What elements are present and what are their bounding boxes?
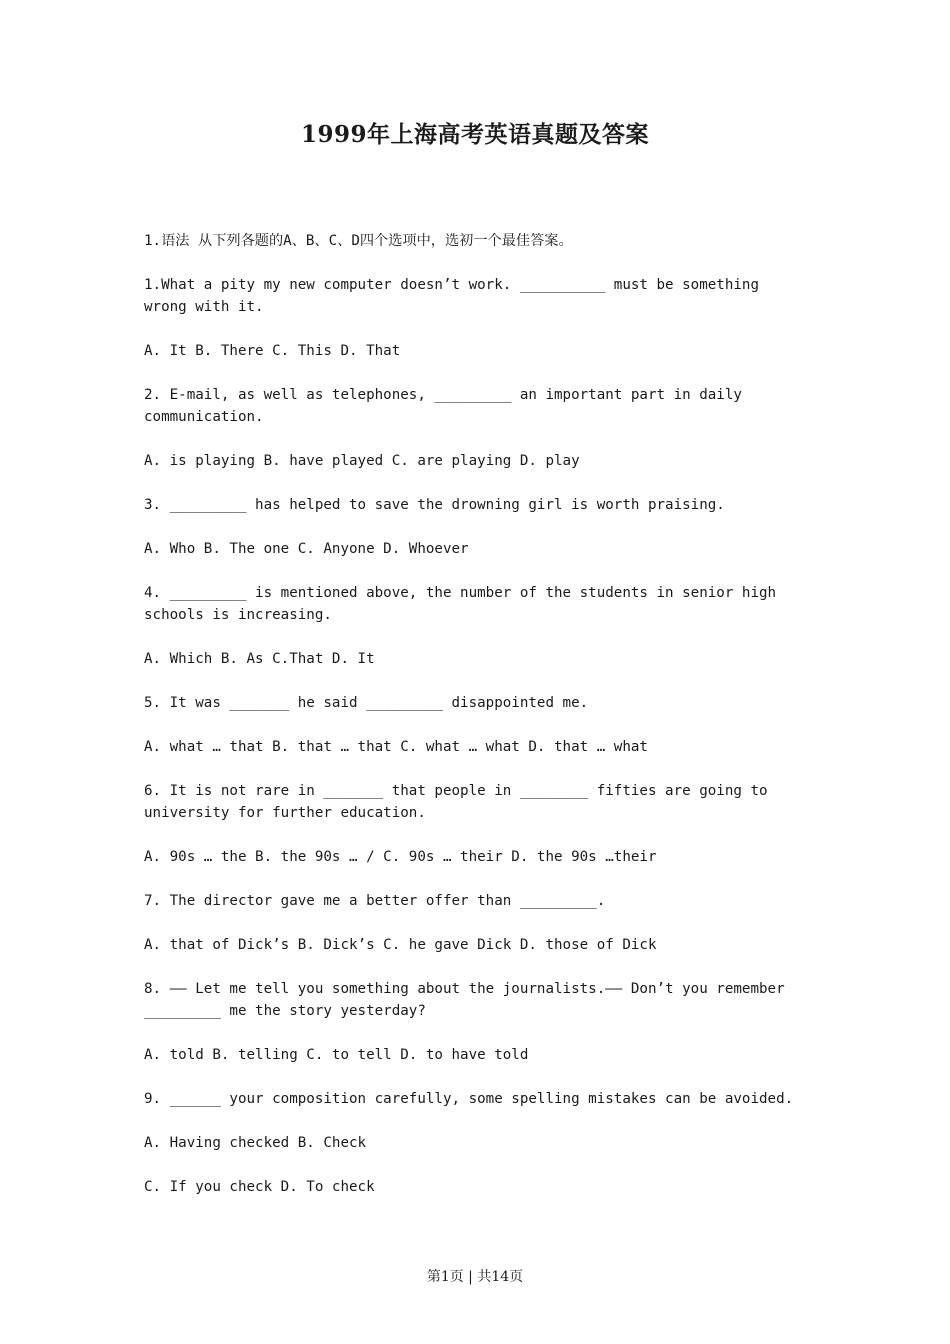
document-body [144,230,810,1220]
page-footer: 第1页 | 共14页 [426,1269,524,1285]
question-9-options-cd: C. If you check D. To check [144,1179,375,1195]
page-title: 1999年上海高考英语真题及答案 [300,121,649,148]
question-7-options: A. that of Dick’s B. Dick’s C. he gave Dick D. those of Dick [144,937,657,953]
question-1-options: A. It B. There C. This D. That [144,343,401,359]
question-4: 4. _________ is mentioned above, the number of the students in senior high schools is increasing. [144,585,785,623]
section-instruction: 1.语法 从下列各题的A、B、C、D四个选项中，选初一个最佳答案。 [144,233,573,249]
question-8-options: A. told B. telling C. to tell D. to have told [144,1047,529,1063]
question-6-options: A. 90s … the B. the 90s … / C. 90s … their D. the 90s …their [144,849,657,865]
question-3: 3. _________ has helped to save the drowning girl is worth praising. [144,497,725,513]
question-9: 9. ______ your composition carefully, some spelling mistakes can be avoided. [144,1091,794,1107]
question-6: 6. It is not rare in _______ that people in ________ fifties are going to university for further education. [144,783,777,821]
question-5: 5. It was _______ he said _________ disappointed me. [144,695,589,711]
question-2: 2. E-mail, as well as telephones, _________ an important part in daily communication. [144,387,751,425]
question-4-options: A. Which B. As C.That D. It [144,651,375,667]
question-7: 7. The director gave me a better offer than _________. [144,893,606,909]
question-9-options-ab: A. Having checked B. Check [144,1135,367,1151]
question-8: 8. —— Let me tell you something about the journalists.—— Don’t you remember _________ me the story yesterday? [144,981,794,1019]
question-2-options: A. is playing B. have played C. are playing D. play [144,453,580,469]
question-5-options: A. what … that B. that … that C. what … what D. that … what [144,739,648,755]
question-3-options: A. Who B. The one C. Anyone D. Whoever [144,541,469,557]
question-1: 1.What a pity my new computer doesn’t work. __________ must be something wrong with it. [144,277,768,315]
